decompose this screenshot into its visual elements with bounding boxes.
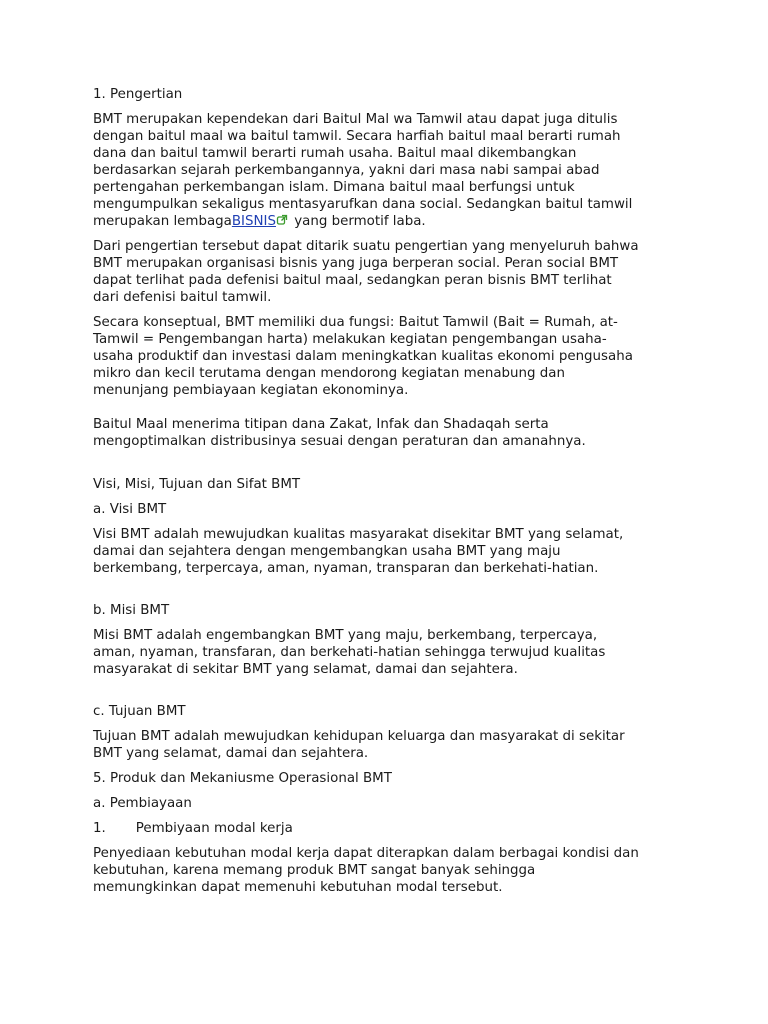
paragraph-visi: Visi BMT adalah mewujudkan kualitas masyarakat disekitar BMT yang selamat, damai dan sejahtera dengan mengembangkan usaha BMT yang maju berkembang, terpercaya, aman, nyaman, transparan dan berkehati-hatian. xyxy=(93,527,624,576)
paragraph-text: BMT merupakan kependekan dari Baitul Mal wa Tamwil atau dapat juga ditulis dengan baitul maal wa baitul tamwil. Secara harfiah baitul maal berarti rumah dana dan baitul tamwil berarti rumah usaha. Baitul maal dikembangkan berdasarkan sejarah perkembangannya, yakni dari masa nabi sampai abad pertengahan perkembangan islam. Dimana baitul maal berfungsi untuk mengumpulkan sekaligus mentasyarufkan dana social. Sedangkan baitul tamwil merupakan lembaga xyxy=(93,112,633,229)
paragraph-text-end: yang bermotif laba. xyxy=(289,214,426,229)
paragraph-konseptual: Secara konseptual, BMT memiliki dua fungsi: Baitut Tamwil (Bait = Rumah, at- Tamwil = Pengembangan harta) melakukan kegiatan pengembangan usaha- usaha produktif dan investasi dalam meningkatkan kualitas ekonomi pengusaha mikro dan kecil terutama dengan mendorong kegiatan menabung dan menunjang pembiayaan kegiatan ekonominya. xyxy=(93,315,633,398)
paragraph-baitul-maal: Baitul Maal menerima titipan dana Zakat, Infak dan Shadaqah serta mengoptimalkan distribusinya sesuai dengan peraturan dan amanahnya. xyxy=(93,417,586,449)
subheading-tujuan: c. Tujuan BMT xyxy=(93,704,186,719)
paragraph-modal-kerja: Penyediaan kebutuhan modal kerja dapat diterapkan dalam berbagai kondisi dan kebutuhan, karena memang produk BMT sangat banyak sehingga memungkinkan dapat memenuhi kebutuhan modal tersebut. xyxy=(93,846,639,895)
paragraph-tujuan: Tujuan BMT adalah mewujudkan kehidupan keluarga dan masyarakat di sekitar BMT yang selamat, damai dan sejahtera. xyxy=(93,729,625,761)
subheading-pembiayaan: a. Pembiayaan xyxy=(93,796,192,811)
subheading-visi: a. Visi BMT xyxy=(93,502,167,517)
section-heading-produk: 5. Produk dan Mekaniusme Operasional BMT xyxy=(93,771,392,786)
paragraph-misi: Misi BMT adalah engembangkan BMT yang maju, berkembang, terpercaya, aman, nyaman, transfaran, dan berkehati-hatian sehingga terwujud kualitas masyarakat di sekitar BMT yang selamat, damai dan sejahtera. xyxy=(93,628,606,677)
subheading-misi: b. Misi BMT xyxy=(93,603,170,618)
list-item-modal-kerja xyxy=(93,820,683,837)
section-heading-visi-misi: Visi, Misi, Tujuan dan Sifat BMT xyxy=(93,477,301,492)
paragraph-pengertian-menyeluruh: Dari pengertian tersebut dapat ditarik suatu pengertian yang menyeluruh bahwa BMT merupakan organisasi bisnis yang juga berperan social. Peran social BMT dapat terlihat pada defenisi baitul maal, sedangkan peran bisnis BMT terlihat dari defenisi baitul tamwil. xyxy=(93,239,639,305)
document-page xyxy=(93,86,683,896)
section-heading-pengertian: 1. Pengertian xyxy=(93,87,183,102)
list-item-number: 1. xyxy=(93,821,106,836)
external-link-icon[interactable] xyxy=(276,214,288,226)
list-item-label: Pembiyaan modal kerja xyxy=(135,821,293,836)
bisnis-link[interactable]: BISNIS xyxy=(231,214,276,229)
paragraph-bmt-definition xyxy=(93,111,683,230)
